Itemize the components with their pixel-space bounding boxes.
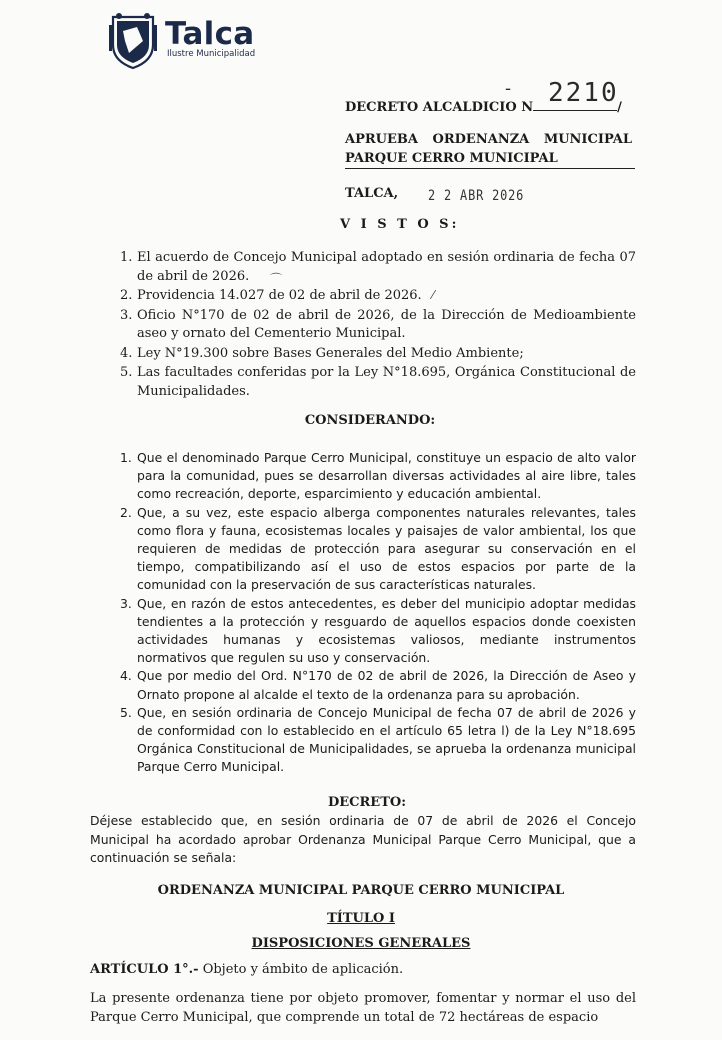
vistos-list [90, 249, 636, 402]
article-label: ARTÍCULO 1°.- [90, 962, 199, 977]
decree-number-blank [533, 98, 617, 111]
list-item: 3. Que, en razón de estos antecedentes, es deber del municipio adoptar medidas tendientes a la protección y resguardo de aquellos espacios donde coexisten actividades humanas y ecosistemas valiosos, mediante instrumentos normativos que regulen su uso y conservación. [120, 595, 636, 666]
decreto-heading: DECRETO: [327, 795, 407, 810]
check-mark: ⁄ [432, 288, 435, 302]
coat-of-arms-icon [107, 11, 159, 71]
check-mark: ⌒ [270, 272, 283, 286]
article-1 [90, 962, 403, 977]
list-item: 5. Las facultades conferidas por la Ley N°18.695, Orgánica Constitucional de Municipalidades. [120, 365, 636, 399]
list-item: 2. Providencia 14.027 de 02 de abril de 2026. [120, 288, 422, 303]
list-item: 2. Que, a su vez, este espacio alberga componentes naturales relevantes, tales como flora y fauna, ecosistemas locales y paisajes de valor ambiental, los que requieren de medidas de protección para asegurar su conservación en el tiempo, compatibilizando así el uso de estos espacios por parte de la comunidad con la preservación de sus características naturales. [120, 504, 636, 593]
article-paragraph: La presente ordenanza tiene por objeto promover, fomentar y normar el uso del Parque Cerro Municipal, que comprende un total de 72 hectáreas de espacio [90, 991, 636, 1025]
logo-name: Talca [165, 16, 255, 52]
decree-label: DECRETO ALCALDICIO N [345, 100, 534, 115]
decreto-paragraph: Déjese establecido que, en sesión ordinaria de 07 de abril de 2026 el Concejo Municipal ha acordado aprobar Ordenanza Municipal Parque Cerro Municipal, que a continuación se señala: [90, 813, 636, 865]
disposiciones-heading: DISPOSICIONES GENERALES [251, 936, 471, 951]
vistos-heading: V I S T O S: [340, 217, 460, 232]
list-item: 5. Que, en sesión ordinaria de Concejo Municipal de fecha 07 de abril de 2026 y de conformidad con lo establecido en el artículo 65 letra l) de la Ley N°18.695 Orgánica Constitucional de Municipalidades, se aprueba la ordenanza municipal Parque Cerro Municipal. [120, 704, 636, 775]
list-item: 4. Que por medio del Ord. N°170 de 02 de abril de 2026, la Dirección de Aseo y Ornato propone al alcalde el texto de la ordenanza para su aprobación. [120, 668, 636, 702]
logo-subtitle: Ilustre Municipalidad [167, 49, 256, 59]
hand-dash: - [505, 78, 512, 99]
municipality-logo [107, 11, 255, 71]
list-item: 4. Ley N°19.300 sobre Bases Generales del Medio Ambiente; [120, 345, 524, 361]
considerando-heading: CONSIDERANDO: [304, 413, 436, 428]
decree-subject: APRUEBA ORDENANZA MUNICIPAL PARQUE CERRO MUNICIPAL [345, 132, 632, 166]
date-stamp: 2 2 ABR 2026 [428, 188, 525, 204]
list-item: 3. Oficio N°170 de 02 de abril de 2026, de la Dirección de Medioambiente aseo y ornato del Cementerio Municipal. [120, 307, 636, 341]
decree-number-line [345, 98, 622, 115]
article-title: Objeto y ámbito de aplicación. [198, 962, 404, 977]
ordinance-title: ORDENANZA MUNICIPAL PARQUE CERRO MUNICIPAL [157, 883, 565, 898]
decree-slash: / [617, 100, 622, 115]
considerando-list [90, 449, 636, 777]
list-item: 1. El acuerdo de Concejo Municipal adoptado en sesión ordinaria de fecha 07 de abril de 2026. [120, 250, 636, 284]
titulo-heading: TÍTULO I [327, 911, 395, 926]
list-item: 1. Que el denominado Parque Cerro Municipal, constituye un espacio de alto valor para la comunidad, pues se desarrollan diversas actividades al aire libre, tales como recreación, deporte, esparcimiento y educación ambiental. [120, 450, 636, 502]
subject-underline [345, 168, 635, 169]
place-label: TALCA, [345, 186, 399, 201]
handwritten-decree-number: 2210 [548, 78, 619, 108]
